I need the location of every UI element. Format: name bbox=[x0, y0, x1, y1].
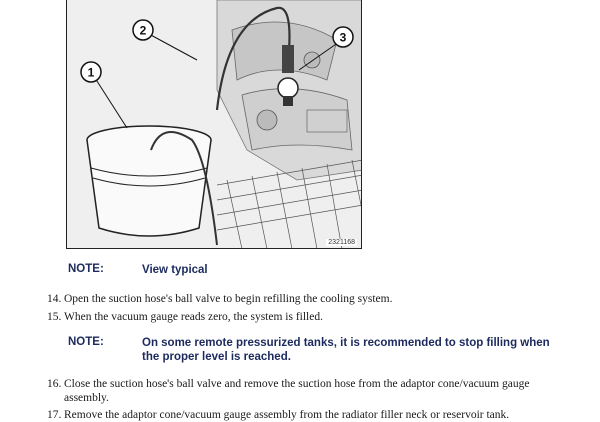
step-14 bbox=[47, 292, 547, 306]
step-number: 15. bbox=[47, 311, 62, 323]
bucket-hose-illustration bbox=[67, 0, 362, 249]
step-text: When the vacuum gauge reads zero, the system is filled. bbox=[64, 311, 323, 323]
note-line: the proper level is reached. bbox=[142, 351, 291, 363]
note-line: On some remote pressurized tanks, it is recommended to stop filling when bbox=[142, 337, 550, 349]
step-number: 16. bbox=[47, 378, 62, 390]
step-text: Remove the adaptor cone/vacuum gauge assembly from the radiator filler neck or reservoir tank. bbox=[64, 409, 510, 421]
step-text: Open the suction hose's ball valve to begin refilling the cooling system. bbox=[64, 293, 393, 305]
step-text: Close the suction hose's ball valve and remove the suction hose from the adaptor cone/vacuum gauge bbox=[64, 378, 530, 390]
callout-2 bbox=[133, 20, 153, 40]
step-text-continued: assembly. bbox=[64, 392, 109, 404]
svg-text:2: 2 bbox=[139, 23, 147, 38]
step-16 bbox=[47, 377, 547, 405]
illustration-figure bbox=[66, 0, 362, 249]
svg-text:3: 3 bbox=[339, 30, 347, 45]
step-17 bbox=[47, 408, 547, 422]
note-text: View typical bbox=[142, 264, 208, 276]
step-number: 14. bbox=[47, 293, 62, 305]
svg-text:1: 1 bbox=[87, 65, 95, 80]
note-text bbox=[142, 336, 550, 364]
note-label: NOTE: bbox=[68, 263, 104, 275]
callout-1 bbox=[81, 62, 101, 82]
callout-3 bbox=[333, 27, 353, 47]
figure-id-label: 2321168 bbox=[328, 239, 355, 246]
step-number: 17. bbox=[47, 409, 62, 421]
note-label: NOTE: bbox=[68, 336, 104, 348]
step-15 bbox=[47, 310, 547, 324]
